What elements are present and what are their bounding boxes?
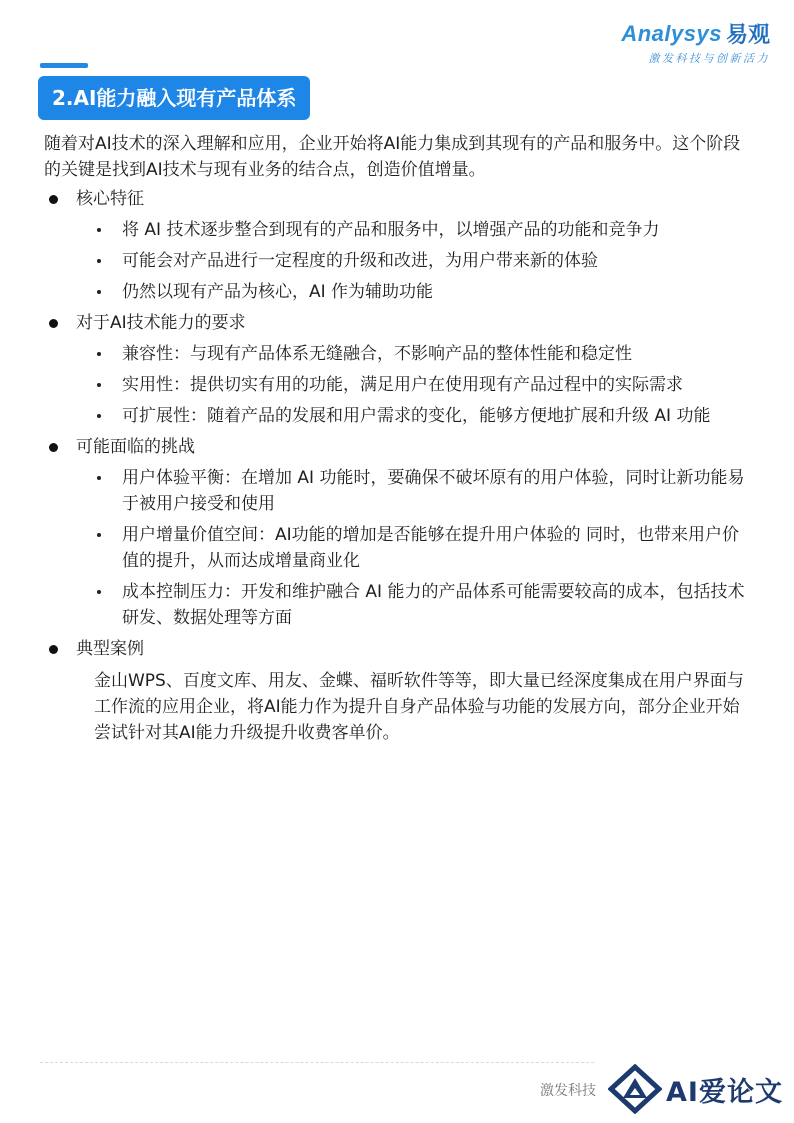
group-heading-challenges: 可能面临的挑战 — [44, 434, 750, 460]
page-content — [44, 131, 750, 763]
logo-tagline: 激发科技与创新活力 — [648, 52, 770, 65]
footer-brand-logo — [608, 1064, 783, 1114]
logo-english-name: Analysys — [621, 20, 722, 46]
logo-chinese-name: 易观 — [725, 23, 770, 48]
group-heading-typical-cases: 典型案例 — [44, 636, 750, 662]
footer-brand-name: AI爱论文 — [666, 1076, 783, 1108]
list-item: 将 AI 技术逐步整合到现有的产品和服务中，以增强产品的功能和竞争力 — [44, 217, 750, 243]
footer-divider — [40, 1062, 594, 1063]
intro-paragraph: 随着对AI技术的深入理解和应用，企业开始将AI能力集成到其现有的产品和服务中。这个阶段的关键是找到AI技术与现有业务的结合点，创造价值增量。 — [44, 134, 741, 180]
list-item: 可能会对产品进行一定程度的升级和改进，为用户带来新的体验 — [44, 248, 750, 274]
section-accent-line — [40, 63, 88, 68]
list-item: 仍然以现有产品为核心，AI 作为辅助功能 — [44, 279, 750, 305]
typical-cases-paragraph: 金山WPS、百度文库、用友、金蝶、福昕软件等等，即大量已经深度集成在用户界面与工作流的应用企业，将AI能力作为提升自身产品体验与功能的发展方向，部分企业开始尝试针对其AI能力升级提升收费客单价。 — [94, 671, 744, 743]
list-item: 用户增量价值空间：AI功能的增加是否能够在提升用户体验的 同时，也带来用户价值的提升，从而达成增量商业化 — [44, 522, 750, 574]
footer-tagline: 激发科技 — [540, 1083, 596, 1099]
list-item: 兼容性：与现有产品体系无缝融合，不影响产品的整体性能和稳定性 — [44, 341, 750, 367]
list-item: 成本控制压力：开发和维护融合 AI 能力的产品体系可能需要较高的成本，包括技术研发、数据处理等方面 — [44, 579, 750, 631]
group-heading-ai-requirements: 对于AI技术能力的要求 — [44, 310, 750, 336]
group-heading-core-features: 核心特征 — [44, 186, 750, 212]
section-title: 2.AI能力融入现有产品体系 — [38, 76, 310, 120]
ai-logo-diamond-icon — [608, 1064, 662, 1114]
list-item: 实用性：提供切实有用的功能，满足用户在使用现有产品过程中的实际需求 — [44, 372, 750, 398]
list-item: 可扩展性：随着产品的发展和用户需求的变化，能够方便地扩展和升级 AI 功能 — [44, 403, 750, 429]
analysys-logo — [621, 18, 770, 66]
list-item: 用户体验平衡：在增加 AI 功能时，要确保不破坏原有的用户体验，同时让新功能易于被用户接受和使用 — [44, 465, 750, 517]
